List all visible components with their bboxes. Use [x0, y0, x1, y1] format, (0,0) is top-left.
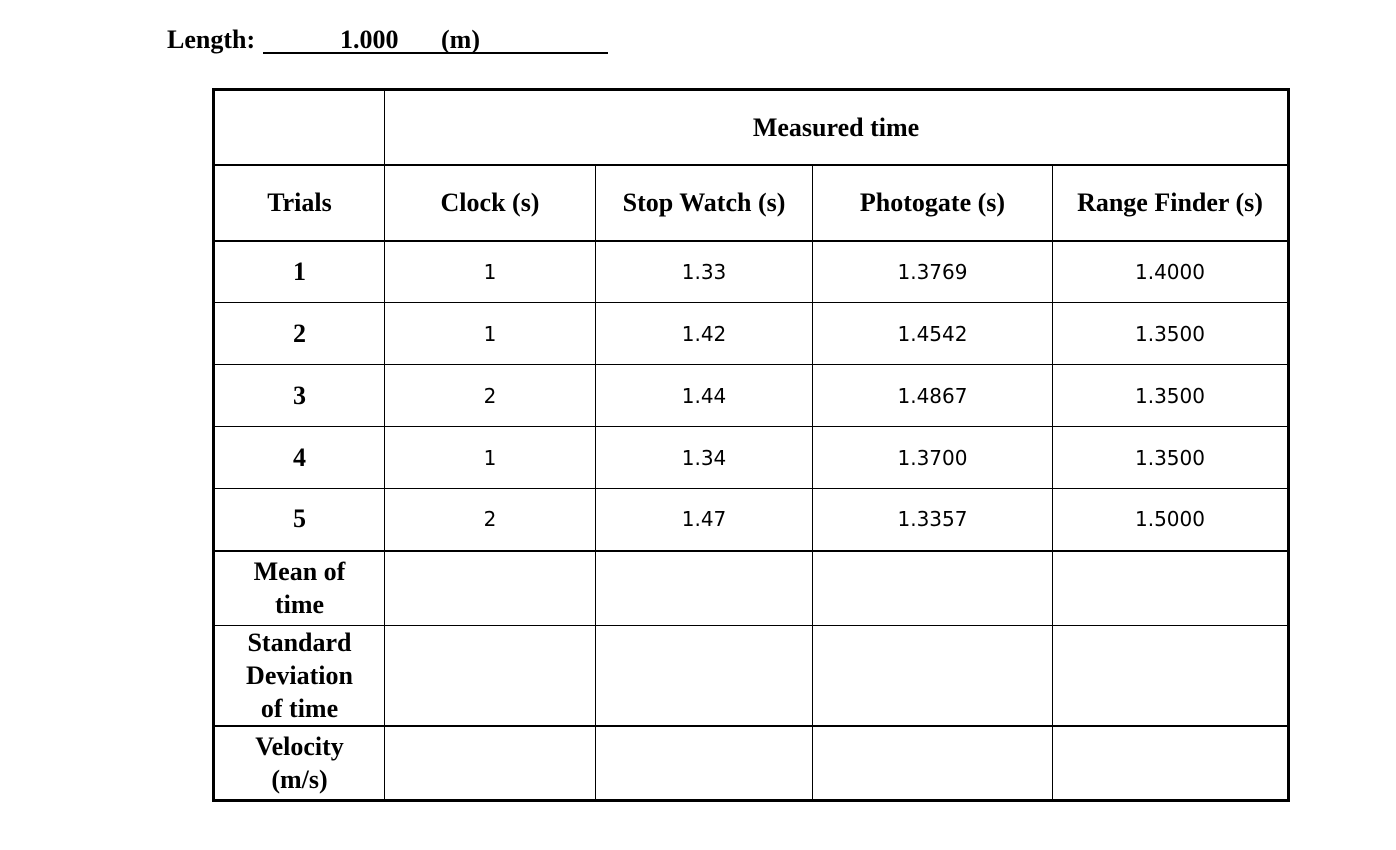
stddev-photogate-cell — [813, 626, 1053, 727]
velocity-label-line: (m/s) — [271, 764, 328, 794]
rangefinder-value: 1.4000 — [1053, 241, 1289, 303]
stddev-label-line: of time — [260, 694, 339, 723]
clock-value: 1 — [385, 427, 596, 489]
velocity-label — [214, 726, 385, 800]
velocity-clock-cell — [385, 726, 596, 800]
rangefinder-value: 1.3500 — [1053, 303, 1289, 365]
measured-time-header: Measured time — [385, 90, 1289, 165]
stddev-label — [214, 626, 385, 727]
photogate-value: 1.4542 — [813, 303, 1053, 365]
stopwatch-value: 1.33 — [596, 241, 813, 303]
length-underline — [263, 22, 608, 54]
mean-label — [214, 551, 385, 626]
length-unit: (m) — [441, 25, 480, 54]
length-value: 1.000 — [340, 25, 399, 54]
length-label: Length: — [167, 25, 256, 54]
photogate-value: 1.3700 — [813, 427, 1053, 489]
mean-clock-cell — [385, 551, 596, 626]
mean-rangefinder-cell — [1053, 551, 1289, 626]
velocity-stopwatch-cell — [596, 726, 813, 800]
col-header-photogate: Photogate (s) — [813, 165, 1053, 241]
trial-number: 4 — [214, 427, 385, 489]
trial-number: 1 — [214, 241, 385, 303]
table-row — [214, 489, 1289, 551]
stopwatch-value: 1.34 — [596, 427, 813, 489]
stopwatch-value: 1.44 — [596, 365, 813, 427]
summary-row-stddev — [214, 626, 1289, 727]
stddev-clock-cell — [385, 626, 596, 727]
col-header-clock: Clock (s) — [385, 165, 596, 241]
trial-number: 3 — [214, 365, 385, 427]
stddev-stopwatch-cell — [596, 626, 813, 727]
velocity-photogate-cell — [813, 726, 1053, 800]
measurement-table — [212, 88, 1290, 802]
mean-photogate-cell — [813, 551, 1053, 626]
photogate-value: 1.3357 — [813, 489, 1053, 551]
stddev-label-line: Standard — [247, 628, 352, 657]
group-header-row — [214, 90, 1289, 165]
clock-value: 2 — [385, 365, 596, 427]
col-header-stopwatch: Stop Watch (s) — [596, 165, 813, 241]
rangefinder-value: 1.5000 — [1053, 489, 1289, 551]
trial-number: 2 — [214, 303, 385, 365]
velocity-rangefinder-cell — [1053, 726, 1289, 800]
summary-row-mean — [214, 551, 1289, 626]
summary-row-velocity — [214, 726, 1289, 800]
velocity-label-line: Velocity — [255, 731, 344, 761]
mean-label-line: time — [274, 590, 325, 620]
table-row — [214, 303, 1289, 365]
stddev-rangefinder-cell — [1053, 626, 1289, 727]
photogate-value: 1.3769 — [813, 241, 1053, 303]
stddev-label-line: Deviation — [246, 661, 353, 690]
col-header-rangefinder: Range Finder (s) — [1053, 165, 1289, 241]
empty-corner-cell — [214, 90, 385, 165]
length-field — [167, 22, 480, 58]
column-header-row — [214, 165, 1289, 241]
clock-value: 1 — [385, 241, 596, 303]
clock-value: 2 — [385, 489, 596, 551]
table-row — [214, 365, 1289, 427]
col-header-trials: Trials — [214, 165, 385, 241]
mean-stopwatch-cell — [596, 551, 813, 626]
stopwatch-value: 1.47 — [596, 489, 813, 551]
table-row — [214, 427, 1289, 489]
rangefinder-value: 1.3500 — [1053, 365, 1289, 427]
stopwatch-value: 1.42 — [596, 303, 813, 365]
trial-number: 5 — [214, 489, 385, 551]
photogate-value: 1.4867 — [813, 365, 1053, 427]
rangefinder-value: 1.3500 — [1053, 427, 1289, 489]
clock-value: 1 — [385, 303, 596, 365]
table-row — [214, 241, 1289, 303]
mean-label-line: Mean of — [253, 557, 346, 587]
